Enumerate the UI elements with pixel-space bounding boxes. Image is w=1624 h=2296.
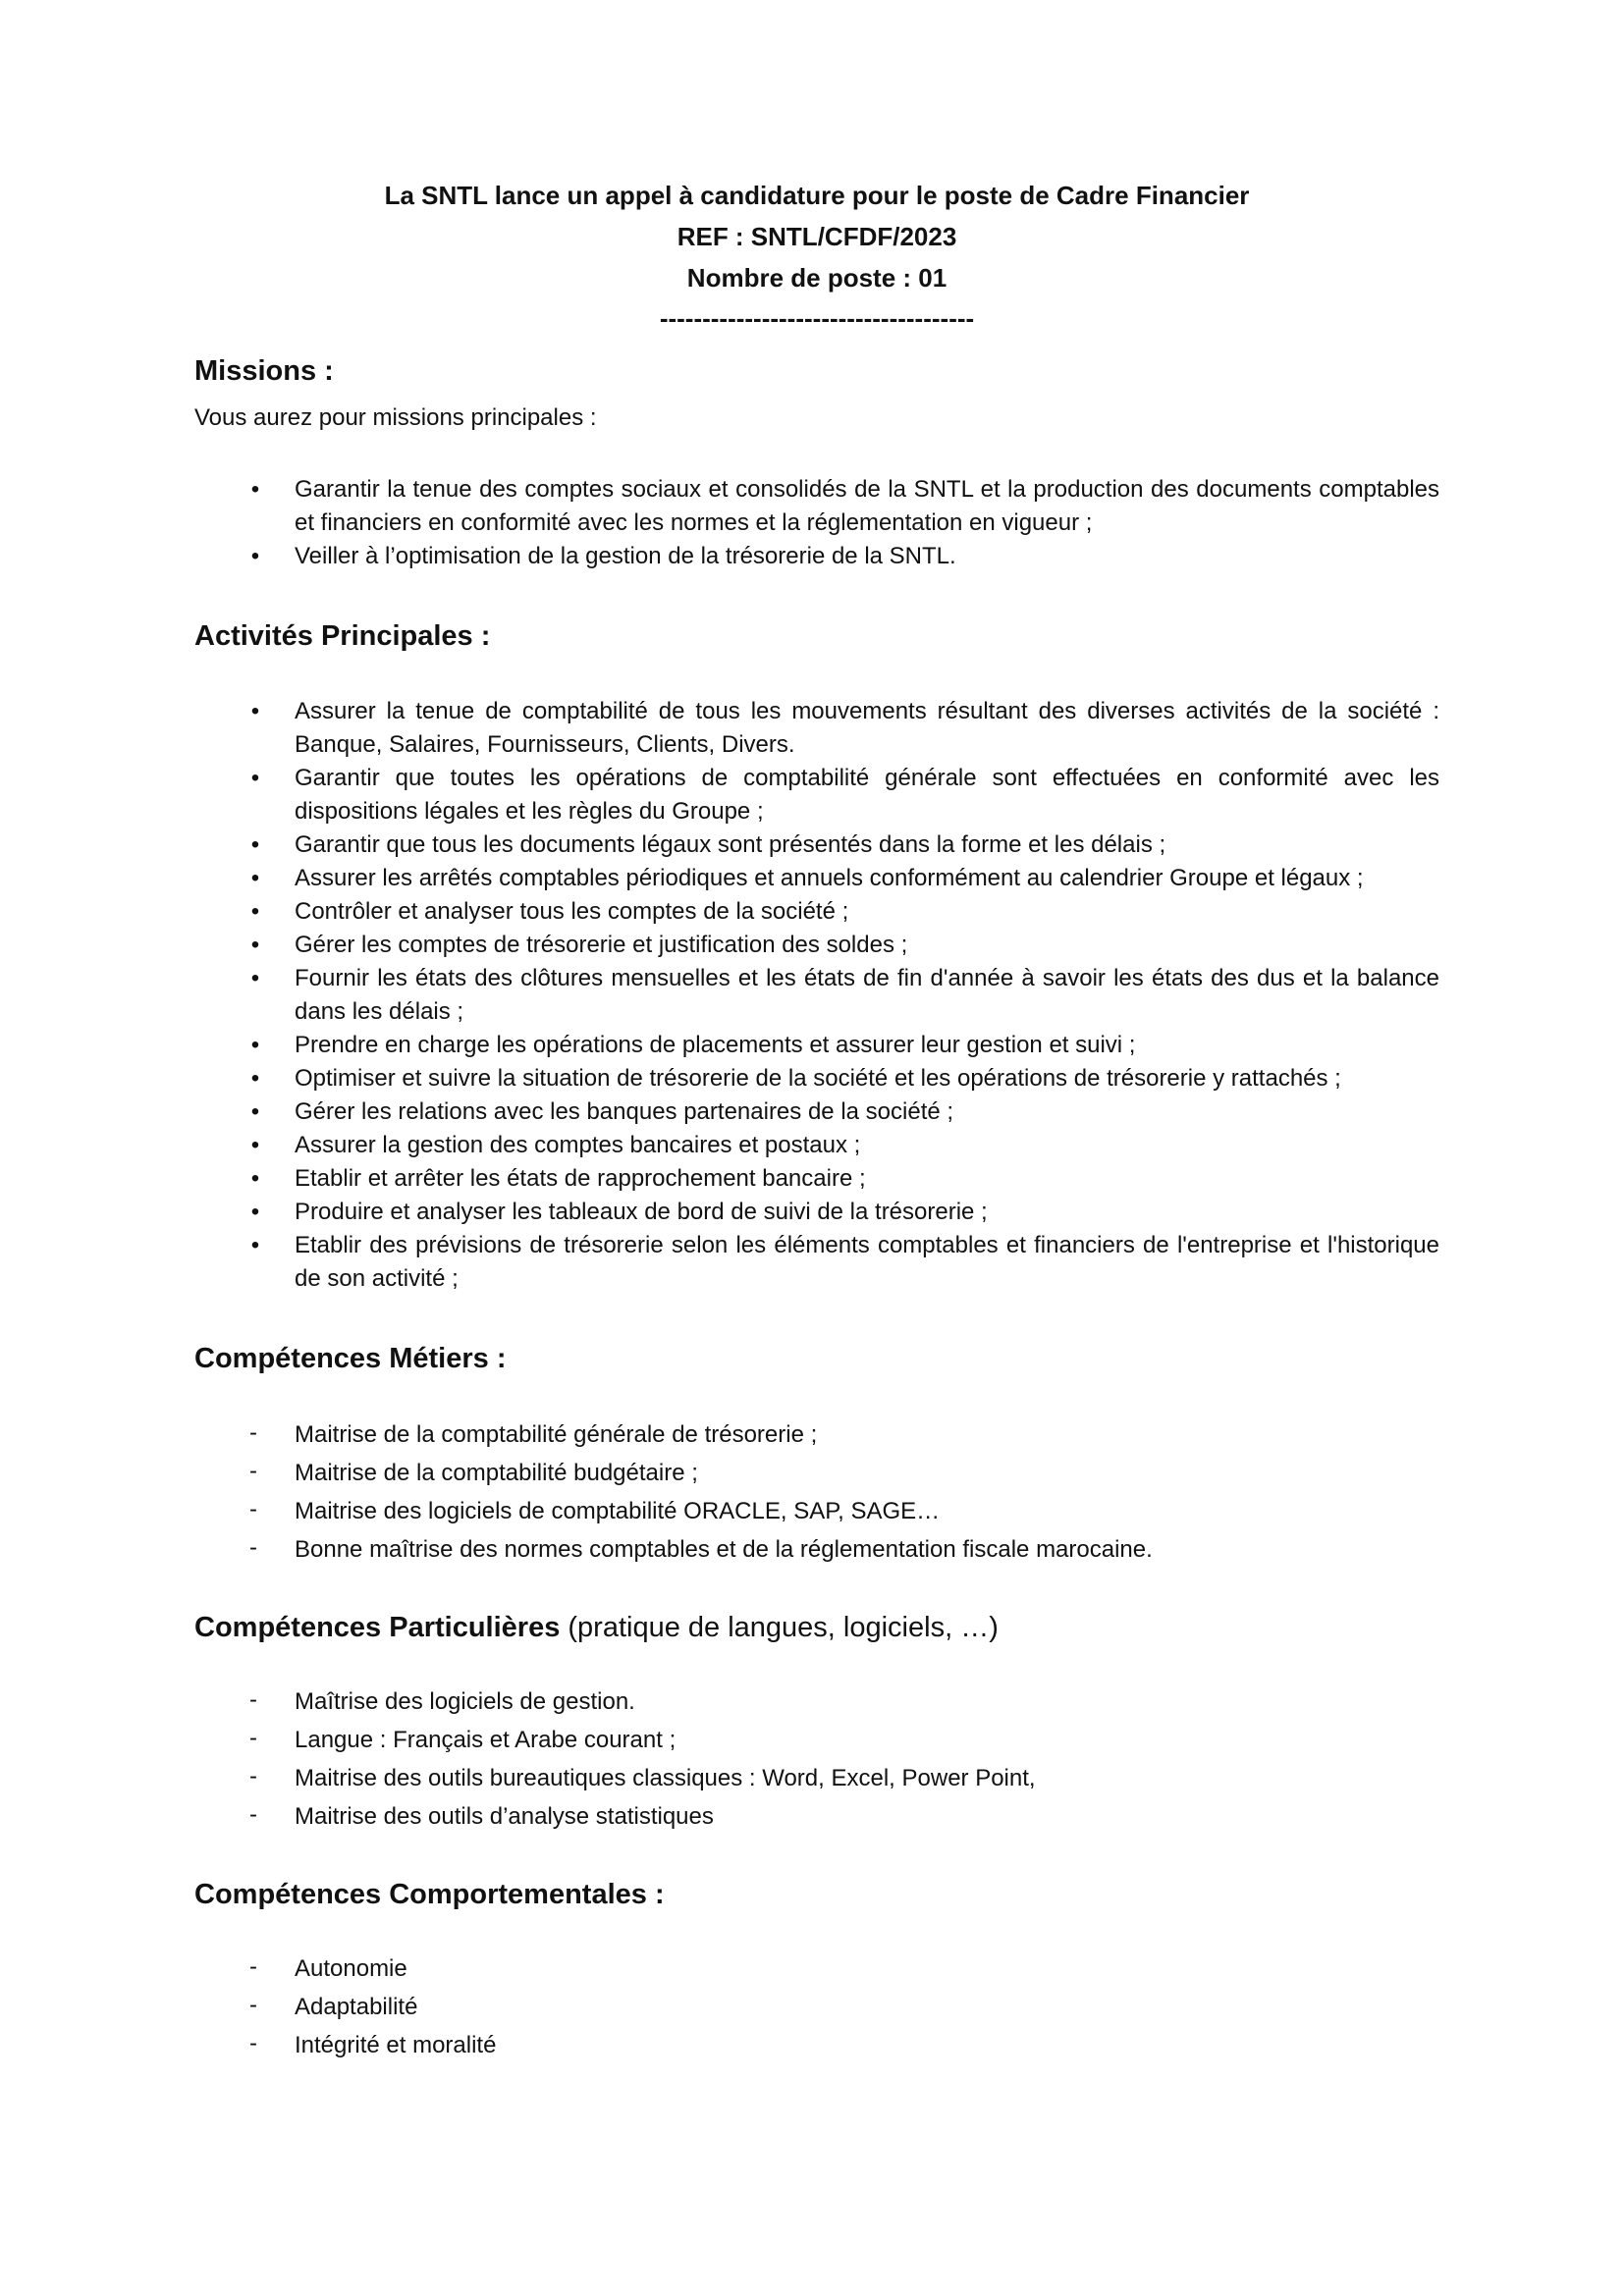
specific-skills-title: Compétences Particulières <box>194 1612 561 1643</box>
specific-skills-heading <box>194 1608 1439 1647</box>
job-title: La SNTL lance un appel à candidature pour le poste de Cadre Financier <box>384 181 1250 210</box>
bullet-marker: • <box>250 698 260 724</box>
behavioral-skills-list <box>194 1949 1439 2064</box>
business-skills-heading: Compétences Métiers : <box>194 1343 507 1374</box>
list-item: - Maitrise des outils d’analyse statistiques <box>194 1797 1439 1836</box>
list-item: • Garantir que tous les documents légaux sont présentés dans la forme et les délais ; <box>194 828 1439 862</box>
list-item: • Veiller à l’optimisation de la gestion de la trésorerie de la SNTL. <box>194 540 1439 573</box>
reference: REF : SNTL/CFDF/2023 <box>677 222 957 251</box>
list-item: • Optimiser et suivre la situation de trésorerie de la société et les opérations de trésorerie y rattachés ; <box>194 1062 1439 1095</box>
bullet-marker: • <box>250 831 260 858</box>
list-item: - Maitrise des logiciels de comptabilité ORACLE, SAP, SAGE… <box>194 1492 1439 1530</box>
bullet-marker: • <box>250 865 260 891</box>
bullet-marker: • <box>250 1232 260 1258</box>
header-separator: ------------------------------------- <box>659 303 975 333</box>
number-of-positions: Nombre de poste : 01 <box>686 263 947 293</box>
list-item: • Etablir des prévisions de trésorerie selon les éléments comptables et financiers de l'entreprise et l'historique de son activité ; <box>194 1229 1439 1296</box>
activities-heading: Activités Principales : <box>194 620 491 652</box>
bullet-marker: • <box>250 1098 260 1125</box>
list-item: • Produire et analyser les tableaux de bord de suivi de la trésorerie ; <box>194 1196 1439 1229</box>
list-item: - Adaptabilité <box>194 1988 1439 2026</box>
dash-marker: - <box>249 1534 257 1561</box>
document-header <box>194 175 1439 338</box>
bullet-marker: • <box>250 1065 260 1092</box>
dash-marker: - <box>249 1496 257 1522</box>
list-item: - Maitrise de la comptabilité générale de trésorerie ; <box>194 1415 1439 1454</box>
list-item: • Assurer la tenue de comptabilité de tous les mouvements résultant des diverses activités de la société : Banque, Salaires, Fournisseurs, Clients, Divers. <box>194 695 1439 762</box>
specific-skills-subtitle: (pratique de langues, logiciels, …) <box>568 1612 999 1643</box>
list-item: • Assurer la gestion des comptes bancaires et postaux ; <box>194 1129 1439 1162</box>
list-item: - Maitrise des outils bureautiques classiques : Word, Excel, Power Point, <box>194 1759 1439 1797</box>
list-item: • Etablir et arrêter les états de rapprochement bancaire ; <box>194 1162 1439 1196</box>
bullet-marker: • <box>250 476 260 503</box>
list-item: - Maitrise de la comptabilité budgétaire ; <box>194 1454 1439 1492</box>
bullet-marker: • <box>250 1132 260 1158</box>
list-item: - Autonomie <box>194 1949 1439 1988</box>
bullet-marker: • <box>250 1165 260 1192</box>
list-item: • Garantir que toutes les opérations de comptabilité générale sont effectuées en conformité avec les dispositions légales et les règles du Groupe ; <box>194 762 1439 828</box>
dash-marker: - <box>249 1801 257 1828</box>
dash-marker: - <box>249 1419 257 1446</box>
bullet-marker: • <box>250 965 260 991</box>
list-item: • Fournir les états des clôtures mensuelles et les états de fin d'année à savoir les états des dus et la balance dans les délais ; <box>194 962 1439 1029</box>
list-item: - Intégrité et moralité <box>194 2026 1439 2064</box>
dash-marker: - <box>249 2030 257 2056</box>
missions-heading: Missions : <box>194 355 334 387</box>
list-item: - Maîtrise des logiciels de gestion. <box>194 1682 1439 1721</box>
missions-list <box>194 473 1439 573</box>
document-page <box>194 175 1439 2064</box>
bullet-marker: • <box>250 543 260 569</box>
behavioral-skills-heading: Compétences Comportementales : <box>194 1879 665 1910</box>
bullet-marker: • <box>250 1032 260 1058</box>
missions-intro: Vous aurez pour missions principales : <box>194 404 597 431</box>
specific-skills-list <box>194 1682 1439 1836</box>
list-item: - Langue : Français et Arabe courant ; <box>194 1721 1439 1759</box>
list-item: • Gérer les relations avec les banques partenaires de la société ; <box>194 1095 1439 1129</box>
dash-marker: - <box>249 1686 257 1713</box>
dash-marker: - <box>249 1763 257 1789</box>
bullet-marker: • <box>250 1199 260 1225</box>
dash-marker: - <box>249 1725 257 1751</box>
list-item: • Garantir la tenue des comptes sociaux et consolidés de la SNTL et la production des documents comptables et financiers en conformité avec les normes et la réglementation en vigueur ; <box>194 473 1439 540</box>
bullet-marker: • <box>250 765 260 791</box>
list-item: - Bonne maîtrise des normes comptables et de la réglementation fiscale marocaine. <box>194 1530 1439 1569</box>
bullet-marker: • <box>250 898 260 925</box>
list-item: • Prendre en charge les opérations de placements et assurer leur gestion et suivi ; <box>194 1029 1439 1062</box>
dash-marker: - <box>249 1992 257 2018</box>
list-item: • Contrôler et analyser tous les comptes de la société ; <box>194 895 1439 929</box>
dash-marker: - <box>249 1458 257 1484</box>
bullet-marker: • <box>250 932 260 958</box>
list-item: • Assurer les arrêtés comptables périodiques et annuels conformément au calendrier Groupe et légaux ; <box>194 862 1439 895</box>
list-item: • Gérer les comptes de trésorerie et justification des soldes ; <box>194 929 1439 962</box>
activities-list <box>194 695 1439 1296</box>
business-skills-list <box>194 1415 1439 1569</box>
dash-marker: - <box>249 1953 257 1980</box>
